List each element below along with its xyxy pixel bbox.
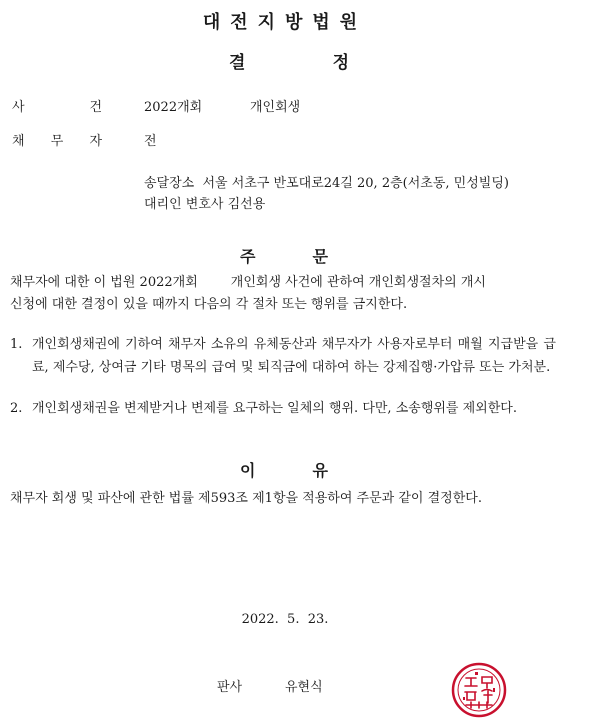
debtor-name: 전: [144, 134, 157, 149]
order-item-2: [10, 397, 556, 420]
judge-name: 유현식: [285, 680, 323, 695]
agent: 대리인 변호사 김선용: [144, 197, 266, 212]
reason-heading: 이 유: [240, 461, 328, 480]
official-seal-icon: [451, 662, 507, 718]
reason-text: 채무자 회생 및 파산에 관한 법률 제593조 제1항을 적용하여 주문과 같이 결정한다.: [10, 491, 482, 506]
address-label: 송달장소: [144, 176, 195, 191]
order-item-text: 개인회생채권에 기하여 채무자 소유의 유체동산과 채무자가 사용자로부터 매월 지급받을 급료, 제수당, 상여금 기타 명목의 급여 및 퇴직금에 대하여 하는 강제집행·가압류 또는 가처분.: [32, 337, 556, 375]
order-item-text: 개인회생채권을 변제받거나 변제를 요구하는 일체의 행위. 다만, 소송행위를 제외한다.: [32, 401, 517, 416]
court-name: 대전지방법원: [202, 12, 368, 33]
debtor-label: 채 무 자: [12, 134, 102, 149]
order-intro-line2: 신청에 대한 결정이 있을 때까지 다음의 각 절차 또는 행위를 금지한다.: [10, 297, 408, 312]
order-intro: [10, 272, 566, 316]
order-intro-line1: 채무자에 대한 이 법원 2022개회 개인회생 사건에 관하여 개인회생절차의 개시: [10, 275, 486, 290]
case-label: 사 건: [12, 100, 102, 115]
service-address: [144, 172, 509, 191]
document-title: [229, 48, 349, 73]
case-type: 개인회생: [250, 100, 301, 115]
order-item-1: [10, 333, 556, 379]
document-title-right: 정: [332, 53, 349, 73]
order-heading: 주 문: [240, 247, 328, 266]
order-item-number: 1.: [10, 337, 23, 352]
address-value: 서울 서초구 반포대로24길 20, 2층(서초동, 민성빌딩): [202, 176, 509, 191]
order-item-number: 2.: [10, 401, 23, 416]
judge-title: 판사: [217, 680, 243, 695]
case-number: 2022개회: [144, 100, 203, 115]
document-title-left: 결: [229, 53, 246, 73]
decision-date: 2022. 5. 23.: [241, 612, 329, 627]
